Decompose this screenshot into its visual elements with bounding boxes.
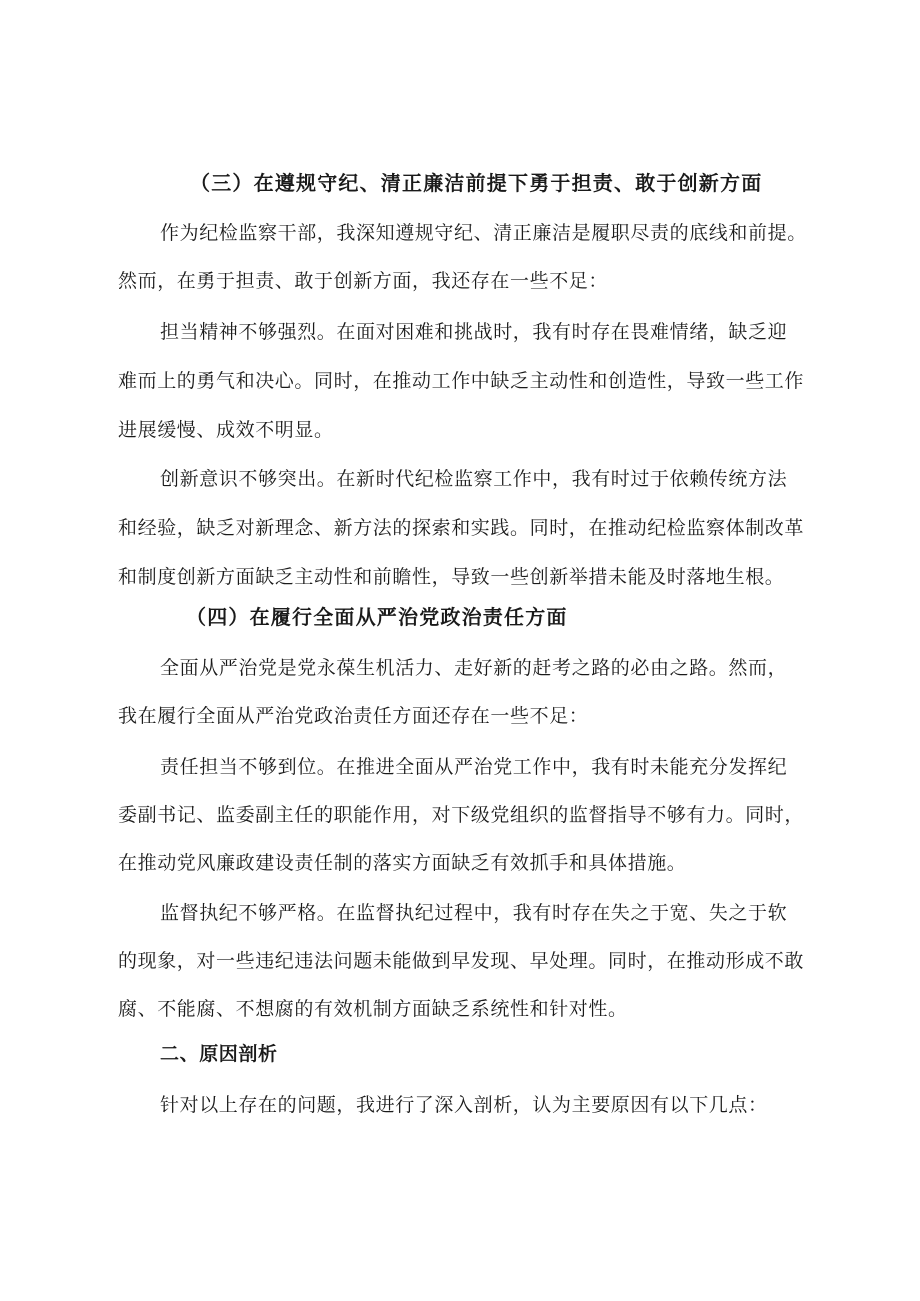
paragraph-line: 腐、不能腐、不想腐的有效机制方面缺乏系统性和针对性。: [118, 998, 628, 1020]
paragraph-line: 委副书记、监委副主任的职能作用，对下级党组织的监督指导不够有力。同时，: [118, 804, 805, 826]
paragraph-line: 创新意识不够突出。在新时代纪检监察工作中，我有时过于依赖传统方法: [160, 468, 788, 490]
paragraph-line: 作为纪检监察干部，我深知遵规守纪、清正廉洁是履职尽责的底线和前提。: [160, 222, 807, 244]
paragraph-line: 然而，在勇于担责、敢于创新方面，我还存在一些不足：: [118, 270, 609, 292]
paragraph-line: 全面从严治党是党永葆生机活力、走好新的赶考之路的必由之路。然而，: [160, 657, 788, 679]
section-heading-3: （三）在遵规守纪、清正廉洁前提下勇于担责、敢于创新方面: [190, 171, 763, 195]
paragraph-line: 监督执纪不够严格。在监督执纪过程中，我有时存在失之于宽、失之于软: [160, 902, 788, 924]
paragraph-line: 难而上的勇气和决心。同时，在推动工作中缺乏主动性和创造性，导致一些工作: [118, 370, 805, 392]
section-heading-cause-analysis: 二、原因剖析: [160, 1043, 278, 1065]
paragraph-line: 和经验，缺乏对新理念、新方法的探索和实践。同时，在推动纪检监察体制改革: [118, 517, 805, 539]
paragraph-line: 我在履行全面从严治党政治责任方面还存在一些不足：: [118, 705, 589, 727]
section-heading-4: （四）在履行全面从严治党政治责任方面: [186, 605, 568, 629]
paragraph-line: 责任担当不够到位。在推进全面从严治党工作中，我有时未能充分发挥纪: [160, 756, 788, 778]
paragraph-line: 在推动党风廉政建设责任制的落实方面缺乏有效抓手和具体措施。: [118, 852, 687, 874]
paragraph-line: 针对以上存在的问题，我进行了深入剖析，认为主要原因有以下几点：: [160, 1094, 768, 1116]
paragraph-line: 和制度创新方面缺乏主动性和前瞻性，导致一些创新举措未能及时落地生根。: [118, 566, 785, 588]
paragraph-line: 进展缓慢、成效不明显。: [118, 419, 334, 441]
paragraph-line: 的现象，对一些违纪违法问题未能做到早发现、早处理。同时，在推动形成不敢: [118, 950, 805, 972]
paragraph-line: 担当精神不够强烈。在面对困难和挑战时，我有时存在畏难情绪，缺乏迎: [160, 321, 788, 343]
